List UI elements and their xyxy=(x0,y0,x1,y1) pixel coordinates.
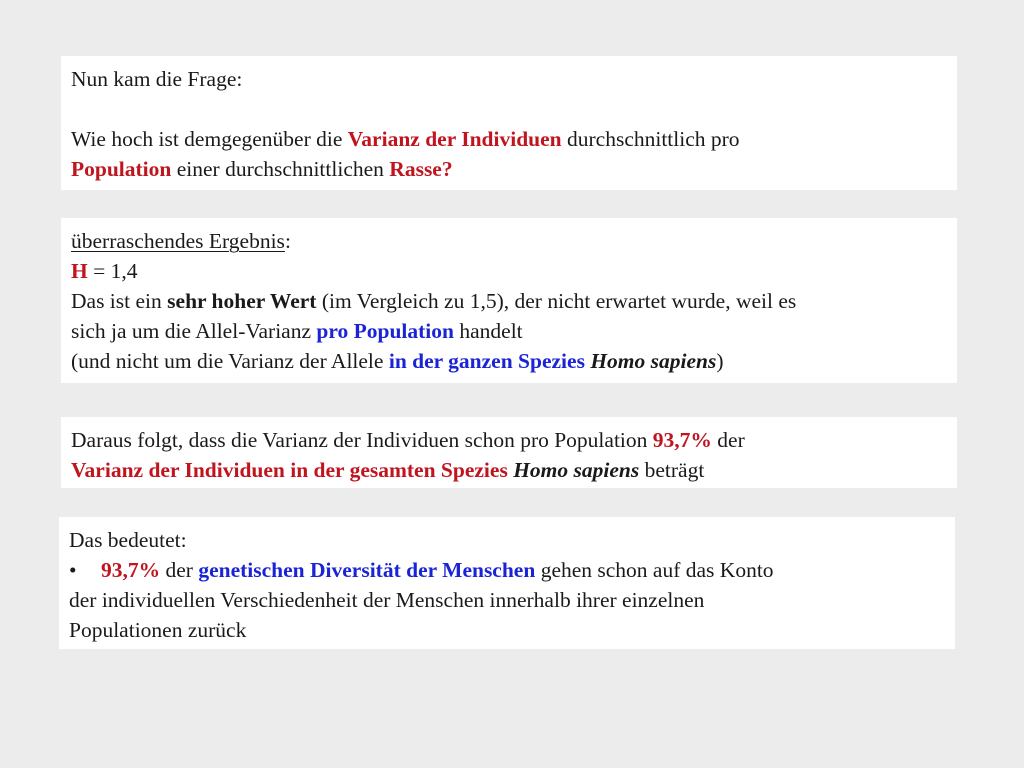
bullet-icon: • xyxy=(69,558,77,582)
result-heading-line xyxy=(71,226,947,256)
question-line-1 xyxy=(71,124,947,154)
h-value-line xyxy=(71,256,947,286)
term-varianz-gesamt: Varianz der Individuen in der gesamten Spezies xyxy=(71,458,508,482)
text: einer durchschnittlichen xyxy=(171,157,390,181)
text: (und nicht um die Varianz der Allele xyxy=(71,349,389,373)
conclusion-line-2 xyxy=(71,455,947,485)
term-varianz: Varianz der Individuen xyxy=(347,127,562,151)
text: ) xyxy=(716,349,724,373)
meaning-line-3: Populationen zurück xyxy=(69,618,247,642)
term-rasse: Rasse? xyxy=(389,157,453,181)
result-line-1 xyxy=(71,286,947,316)
conclusion-box xyxy=(61,417,957,488)
text: Das ist ein xyxy=(71,289,168,313)
term-population: Population xyxy=(71,157,172,181)
text: sich ja um die Allel-Varianz xyxy=(71,319,317,343)
text: Daraus folgt, dass die Varianz der Individuen schon pro Population xyxy=(71,428,653,452)
text: Wie hoch ist demgegenüber die xyxy=(71,127,348,151)
percent-value: 93,7% xyxy=(101,558,161,582)
text: der xyxy=(711,428,745,452)
text: durchschnittlich pro xyxy=(561,127,740,151)
meaning-line-2: der individuellen Verschiedenheit der Menschen innerhalb ihrer einzelnen xyxy=(69,588,705,612)
question-box xyxy=(61,56,957,190)
meaning-box xyxy=(59,517,955,649)
conclusion-line-1 xyxy=(71,425,947,455)
spacer xyxy=(71,94,947,124)
h-symbol: H xyxy=(71,259,88,283)
h-value: = 1,4 xyxy=(87,259,138,283)
meaning-heading: Das bedeutet: xyxy=(69,528,187,552)
text: der xyxy=(160,558,199,582)
term-high-value: sehr hoher Wert xyxy=(167,289,317,313)
text: beträgt xyxy=(639,458,705,482)
text: (im Vergleich zu 1,5), der nicht erwartet wurde, weil es xyxy=(316,289,797,313)
percent-value: 93,7% xyxy=(652,428,712,452)
term-homo-sapiens: Homo sapiens xyxy=(584,349,717,373)
term-pro-population: pro Population xyxy=(316,319,454,343)
meaning-line-1 xyxy=(69,555,945,585)
result-line-2 xyxy=(71,316,947,346)
heading-colon: : xyxy=(284,229,291,253)
term-genetische-diversitaet: genetischen Diversität der Menschen xyxy=(198,558,536,582)
text: gehen schon auf das Konto xyxy=(535,558,774,582)
term-homo-sapiens: Homo sapiens xyxy=(507,458,640,482)
result-line-3 xyxy=(71,346,947,376)
result-box xyxy=(61,218,957,383)
result-heading: überraschendes Ergebnis xyxy=(71,229,285,253)
question-line-2 xyxy=(71,154,947,184)
term-ganze-spezies: in der ganzen Spezies xyxy=(388,349,585,373)
text: handelt xyxy=(454,319,523,343)
question-heading: Nun kam die Frage: xyxy=(71,67,243,91)
